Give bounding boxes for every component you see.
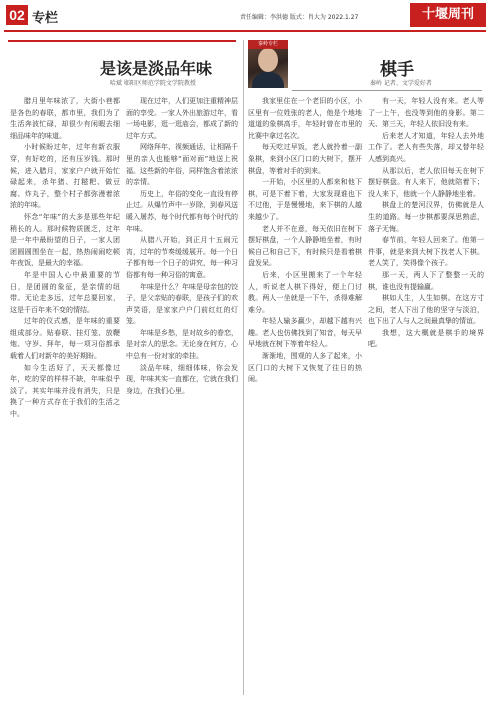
paragraph: 腊月里年味浓了，大街小巷都是各色的春联，都市里，我们为了生活奔波忙碌，却很少有闲暇去细细品味年的味道。: [10, 97, 120, 140]
paragraph: 历史上，年俗的变化一直没有停止过。从爆竹声中一岁除，到春风送暖入屠苏，每个时代都有每个时代的年味。: [126, 189, 238, 233]
paragraph: 后来，小区里搬来了一个年轻人，听说老人棋下得好，便上门讨教。两人一坐就是一下午，杀得难解难分。: [248, 270, 362, 314]
article2-title-rule: [292, 90, 482, 91]
paragraph: 如今生活好了，天天都像过年，吃的穿的样样不缺，年味似乎淡了。其实年味并没有消失，只是换了一种方式存在于我们的生活之中。: [10, 363, 120, 419]
paragraph: 有一天，年轻人没有来。老人等了一上午，也没等到他的身影。第二天、第三天，年轻人依旧没有来。: [368, 97, 484, 129]
paragraph: 棋如人生，人生如棋。在这方寸之间，老人下出了他的坚守与淡泊，也下出了人与人之间最真挚的情谊。: [368, 294, 484, 326]
section-name: 专栏: [32, 11, 59, 26]
paragraph: 后来老人才知道，年轻人去外地工作了。老人有些失落，却又替年轻人感到高兴。: [368, 131, 484, 163]
paragraph: 渐渐地，围观的人多了起来，小区门口的大树下又恢复了往日的热闹。: [248, 352, 362, 384]
article2-author: 秦岭 记者、文学爱好者: [370, 80, 432, 87]
article1-column-2: [126, 96, 238, 696]
paragraph: 从那以后，老人依旧每天在树下摆好棋盘。有人来下，他就陪着下；没人来下，他就一个人静静地坐着。: [368, 166, 484, 198]
paragraph: 我家里住在一个老旧的小区，小区里有一位姓张的老人，他是个地地道道的象棋高手，年轻时曾在市里的比赛中拿过名次。: [248, 97, 362, 140]
paragraph: 现在过年，人们更加注重精神层面的享受。一家人外出旅游过年，看一场电影，逛一逛庙会，都成了新的过年方式。: [126, 97, 238, 140]
article1-author: 哈斌 郧阳区师范学院文学院教授: [110, 80, 196, 87]
paragraph: 年味是乡愁，是对故乡的眷恋，是对亲人的思念。无论身在何方，心中总有一份对家的牵挂。: [126, 328, 238, 361]
page-header: [0, 0, 490, 30]
paragraph: 一开始，小区里的人都来和他下棋，可是下着下着，大家发现谁也下不过他，于是慢慢地，来下棋的人越来越少了。: [248, 178, 362, 221]
paragraph: 每天吃过早饭，老人就拎着一副象棋，来到小区门口的大树下，摆开棋盘，等着对手的到来。: [248, 143, 362, 175]
paragraph: 棋盘上的楚河汉界，仿佛就是人生的道路。每一步棋都要深思熟虑，落子无悔。: [368, 201, 484, 233]
article1-title: 是该是淡品年味: [100, 59, 213, 78]
paragraph: 我想，这大概就是棋手的境界吧。: [368, 328, 484, 349]
paragraph: 春节前，年轻人回来了。他第一件事，就是来到大树下找老人下棋。老人笑了，笑得像个孩子。: [368, 236, 484, 268]
paragraph: 年味是什么？年味是母亲包的饺子，是父亲贴的春联，是孩子们的欢声笑语，是家家户户门前红红的灯笼。: [126, 282, 238, 326]
author-photo: 秦岭专栏: [248, 40, 288, 88]
paragraph: 过年的仪式感，是年味的重要组成部分。贴春联、挂灯笼、放鞭炮、守岁、拜年，每一项习俗都承载着人们对新年的美好期盼。: [10, 317, 120, 361]
newspaper-brand: 十堰周刊: [410, 3, 486, 27]
paragraph: 老人并不在意，每天依旧在树下摆好棋盘，一个人静静地坐着，有时候自己和自己下，有时候只是看着棋盘发呆。: [248, 224, 362, 268]
paragraph: 网络拜年、视频通话，让相隔千里的亲人也能够“面对面”地送上祝福。这些新的年俗，同样饱含着浓浓的亲情。: [126, 143, 238, 187]
article2-column-1: [248, 96, 362, 696]
paragraph: 从腊八开始，到正月十五闹元宵，过年的节奏缓缓展开。每一个日子都有每一个日子的讲究，每一种习俗都有每一种习俗的寓意。: [126, 236, 238, 279]
page-number: 02: [6, 5, 28, 25]
paragraph: 那一天，两人下了整整一天的棋，谁也没有提输赢。: [368, 270, 484, 291]
article1-column-1: [10, 96, 120, 696]
paragraph: 淡品年味，细细体味，你会发现，年味其实一直都在，它就在我们身边，在我们心里。: [126, 363, 238, 395]
paragraph: 年轻人输多赢少，却越下越有兴趣。老人也仿佛找到了知音，每天早早地就在树下等着年轻人。: [248, 317, 362, 349]
editor-meta: 责任编辑：李洪德 版式：肖大为 2022.1.27: [240, 14, 359, 21]
article2-title: 棋手: [380, 60, 414, 80]
paragraph: 小时候盼过年，过年有新衣服穿，有好吃的，还有压岁钱。那时候，进入腊月，家家户户就开始忙碌起来，杀年猪、打糍粑、做豆腐、炸丸子，整个村子都弥漫着浓浓的年味。: [10, 143, 120, 210]
header-rule: [4, 30, 486, 32]
column-divider: [243, 40, 244, 695]
paragraph: 怀念“年味”的大多是那些年纪稍长的人。那时候物质匮乏，过年是一年中最盼望的日子，一家人团团圆圆围坐在一起，热热闹闹吃顿年夜饭，是最大的幸福。: [10, 212, 120, 268]
paragraph: 年是中国人心中最重要的节日，是团圆的象征，是亲情的纽带。无论走多远，过年总要回家，这是千百年来不变的情结。: [10, 270, 120, 314]
article2-column-2: [368, 96, 484, 696]
